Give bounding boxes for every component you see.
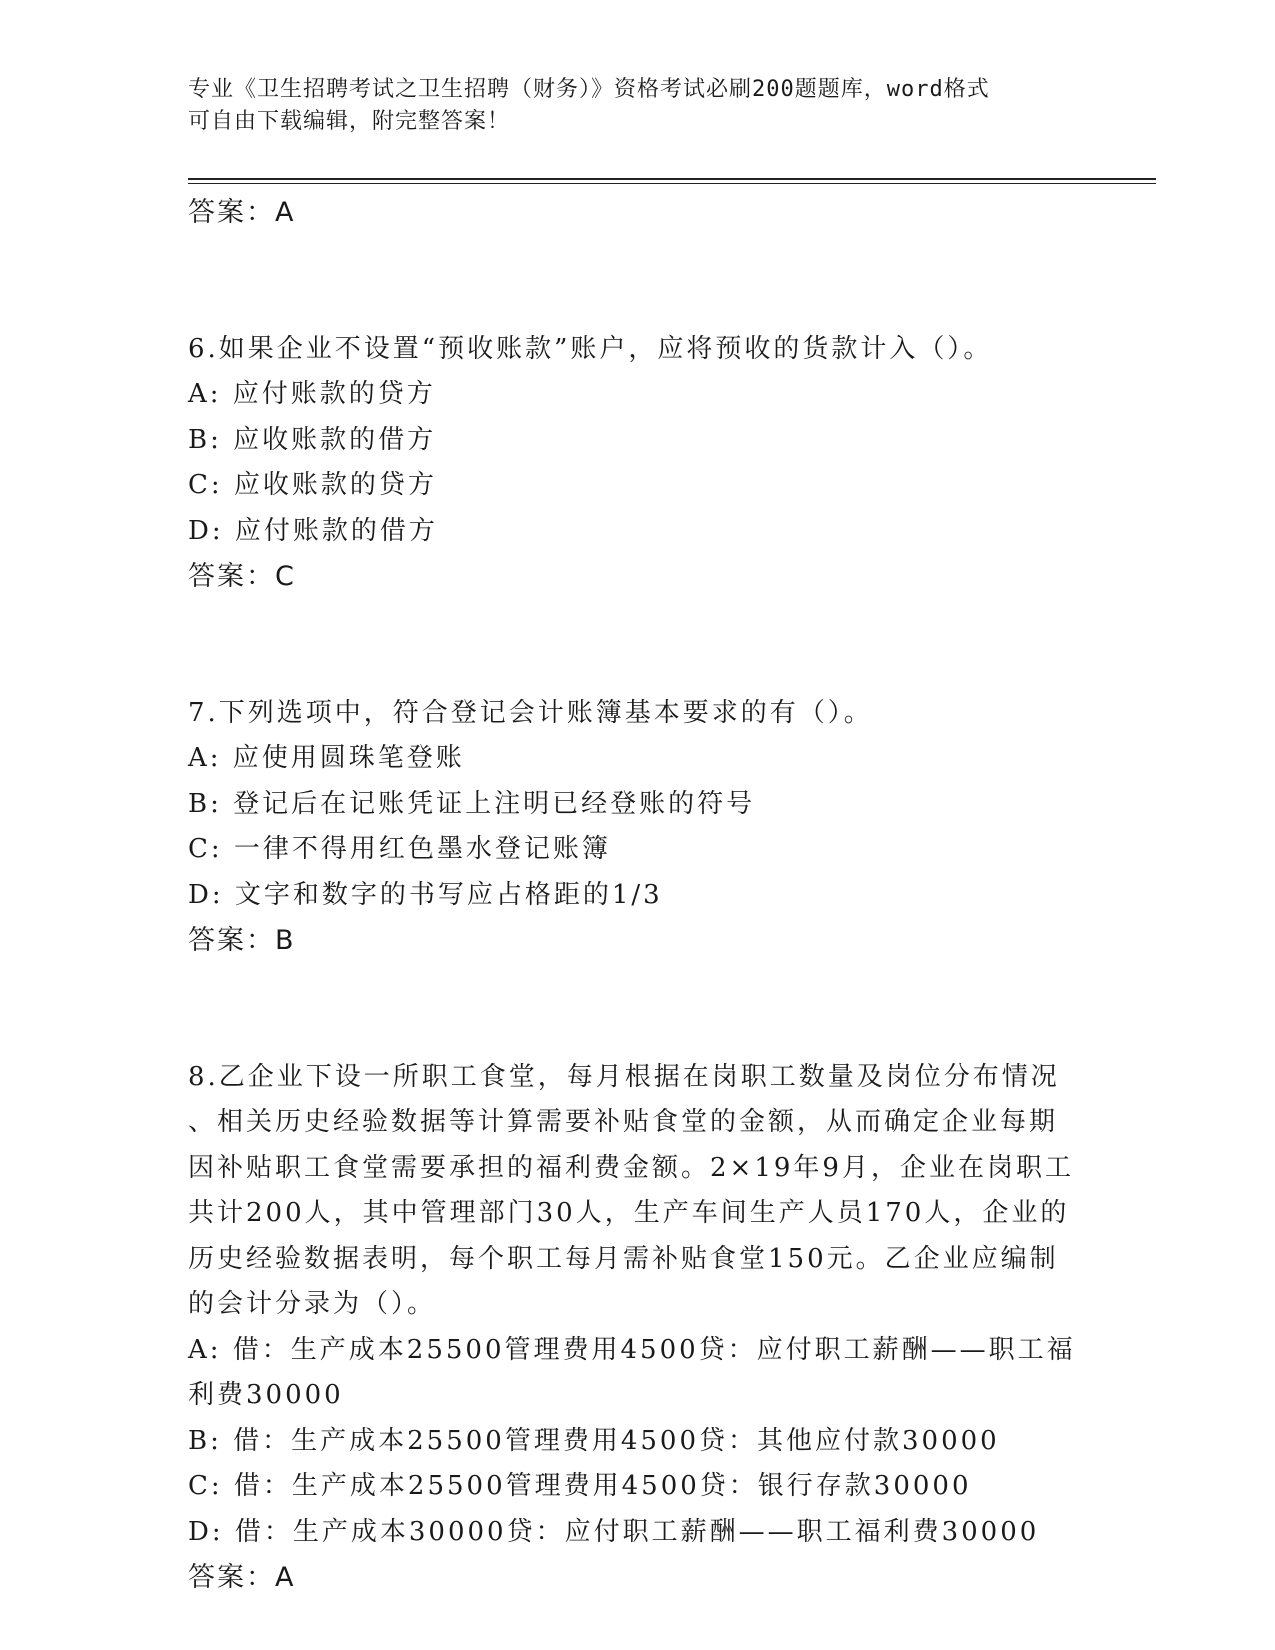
answer: 答案：C	[188, 561, 296, 592]
spacer	[188, 236, 1088, 327]
spacer	[188, 964, 1088, 1055]
question-stem-line: 、相关历史经验数据等计算需要补贴食堂的金额，从而确定企业每期	[188, 1107, 1059, 1137]
answer: 答案：B	[188, 925, 296, 956]
option-a-continued: 利费30000	[188, 1380, 344, 1410]
spacer	[188, 600, 1088, 691]
option-a: A: 借：生产成本25500管理费用4500贷：应付职工薪酬——职工福	[188, 1334, 1076, 1365]
header-rule-thin	[188, 183, 1156, 184]
option-a: A: 应付账款的贷方	[188, 379, 436, 409]
page-header	[188, 74, 1088, 138]
document-body	[188, 190, 1088, 1601]
option-d: D: 文字和数字的书写应占格距的1/3	[188, 879, 663, 910]
option-d: D: 借：生产成本30000贷：应付职工薪酬——职工福利费30000	[188, 1516, 1040, 1547]
question-6	[188, 327, 1088, 600]
question-8	[188, 1055, 1088, 1601]
option-c: C: 一律不得用红色墨水登记账簿	[188, 834, 611, 864]
question-stem-line: 共计200人，其中管理部门30人，生产车间生产人员170人，企业的	[188, 1198, 1070, 1228]
answer: 答案：A	[188, 1562, 296, 1593]
option-b: B: 应收账款的借方	[188, 424, 437, 455]
question-stem-line: 因补贴职工食堂需要承担的福利费金额。2×19年9月，企业在岗职工	[188, 1152, 1074, 1183]
header-line-2: 可自由下载编辑，附完整答案！	[188, 109, 511, 134]
option-c: C: 借：生产成本25500管理费用4500贷：银行存款30000	[188, 1471, 972, 1501]
option-b: B: 借：生产成本25500管理费用4500贷：其他应付款30000	[188, 1425, 1000, 1456]
question-stem-line: 的会计分录为（）。	[188, 1289, 437, 1319]
question-stem-line: 历史经验数据表明，每个职工每月需补贴食堂150元。乙企业应编制	[188, 1243, 1059, 1274]
option-d: D: 应付账款的借方	[188, 515, 438, 546]
question-stem-line: 8.乙企业下设一所职工食堂，每月根据在岗职工数量及岗位分布情况	[188, 1061, 1060, 1092]
question-7	[188, 691, 1088, 964]
question-stem: 7.下列选项中，符合登记会计账簿基本要求的有（）。	[188, 697, 873, 728]
option-c: C: 应收账款的贷方	[188, 470, 437, 500]
option-a: A: 应使用圆珠笔登账	[188, 743, 465, 773]
header-line-1: 专业《卫生招聘考试之卫生招聘（财务）》资格考试必刷200题题库，word格式	[188, 77, 990, 102]
previous-answer: 答案：A	[188, 197, 296, 228]
header-rule-thick	[188, 178, 1156, 180]
option-b: B: 登记后在记账凭证上注明已经登账的符号	[188, 788, 756, 819]
question-stem: 6.如果企业不设置“预收账款”账户，应将预收的货款计入（）。	[188, 333, 993, 364]
